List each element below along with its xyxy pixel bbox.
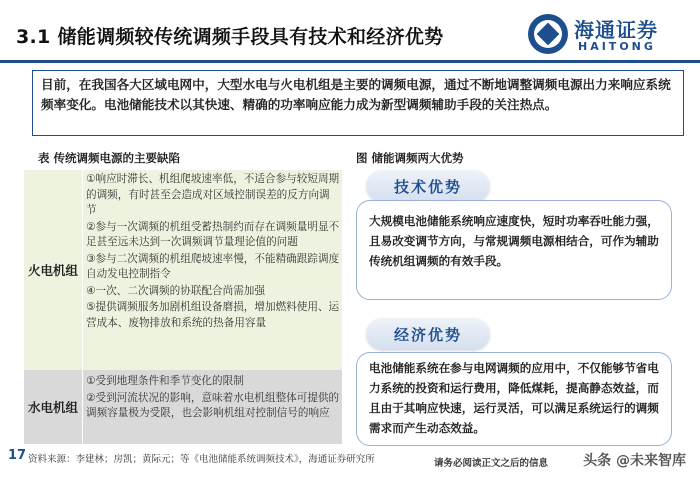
list-item: ②受到河流状况的影响，意味着水电机组整体可提供的调频容量极为受限，也会影响机组对控制信号的响应 <box>86 391 340 419</box>
intro-box: 目前，在我国各大区域电网中，大型水电与火电机组是主要的调频电源，通过不断地调整调频电源出力来响应系统频率变化。电池储能技术以其快速、精确的功率响应能力成为新型调频辅助手段的关注热点。 <box>32 70 684 136</box>
table-row-hydro <box>24 370 342 444</box>
row-label-thermal: 火电机组 <box>27 263 78 278</box>
list-item: ①响应时滞长、机组爬坡速率低，不适合参与较短周期的调频，有时甚至会造成对区域控制误差的反方向调节 <box>86 173 340 216</box>
tech-advantage-panel: 大规模电池储能系统响应速度快，短时功率吞吐能力强，且易改变调节方向，与常规调频电源相结合，可作为辅助传统机组调频的有效手段。 <box>356 200 672 300</box>
table-caption: 表 传统调频电源的主要缺陷 <box>38 151 181 165</box>
list-item: ⑤提供调频服务加剧机组设备磨损，增加燃料使用、运营成本、废物排放和系统的热备用容量 <box>86 301 340 329</box>
page-title: 3.1 储能调频较传统调频手段具有技术和经济优势 <box>16 26 444 48</box>
row-items-thermal <box>86 172 340 332</box>
header-divider <box>0 60 700 63</box>
row-items-hydro <box>86 374 340 423</box>
watermark: 头条 @未来智库 <box>583 453 686 469</box>
defects-table <box>24 170 342 444</box>
list-item: ④一次、二次调频的协联配合尚需加强 <box>86 284 265 297</box>
econ-advantage-badge: 经济优势 <box>366 318 490 350</box>
logo-chinese-name: 海通证券 <box>574 18 658 42</box>
logo-english-name: HAITONG <box>578 40 656 53</box>
column-divider <box>82 370 83 444</box>
source-note: 资料来源：李建林；房凯；黄际元；等《电池储能系统调频技术》，海通证券研究所 <box>28 454 375 465</box>
haitong-logo-icon <box>528 14 568 54</box>
list-item: ①受到地理条件和季节变化的限制 <box>86 375 244 387</box>
haitong-logo <box>528 12 678 60</box>
page-number: 17 <box>8 448 27 463</box>
row-label-hydro: 水电机组 <box>27 400 78 415</box>
econ-advantage-panel: 电池储能系统在参与电网调频的应用中，不仅能够节省电力系统的投资和运行费用，降低煤耗，提高静态效益，而且由于其响应快速，运行灵活，可以满足系统运行的调频需求而产生动态效益。 <box>356 352 672 446</box>
list-item: ③参与二次调频的机组爬坡速率慢，不能精确跟踪调度自动发电控制指令 <box>86 252 340 280</box>
disclaimer-text: 请务必阅读正文之后的信息 <box>434 458 549 469</box>
table-row-thermal <box>24 170 342 370</box>
tech-advantage-badge: 技术优势 <box>366 170 490 202</box>
column-divider <box>82 170 83 370</box>
figure-caption: 图 储能调频两大优势 <box>356 151 464 165</box>
list-item: ②参与一次调频的机组受蓄热制约而存在调频量明显不足甚至远未达到一次调频调节量理论值的问题 <box>86 220 340 248</box>
